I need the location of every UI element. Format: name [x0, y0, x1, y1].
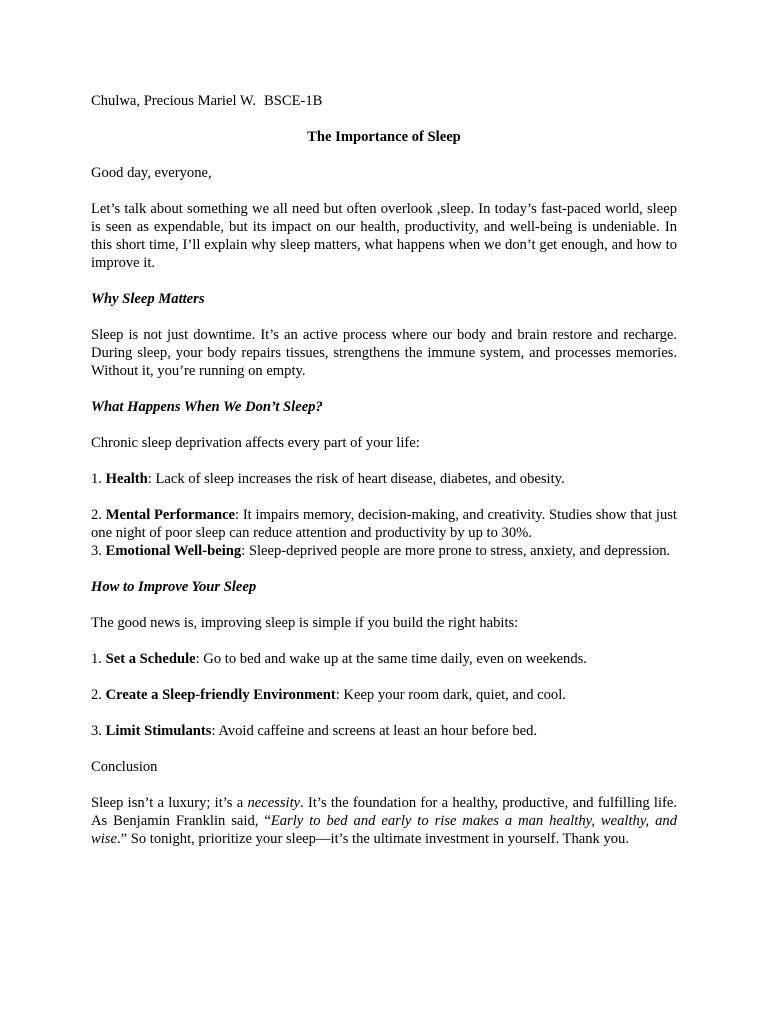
item-term: Create a Sleep-friendly Environment	[105, 687, 336, 703]
document-title: The Importance of Sleep	[307, 129, 461, 145]
item-term: Set a Schedule	[105, 651, 196, 667]
item-text: : Go to bed and wake up at the same time daily, even on weekends.	[195, 651, 587, 667]
deprivation-heading: What Happens When We Don’t Sleep?	[91, 399, 323, 415]
greeting: Good day, everyone,	[91, 165, 212, 181]
why-paragraph: Sleep is not just downtime. It’s an active process where our body and brain restore and recharge. During sleep, your body repairs tissues, strengthens the immune system, and processes memories. Without it, you’re running on empty.	[91, 327, 677, 379]
conclusion-paragraph	[91, 794, 677, 848]
document-page	[91, 92, 677, 866]
deprivation-item	[91, 542, 677, 560]
deprivation-item	[91, 506, 677, 542]
author-name: Chulwa, Precious Mariel W.	[91, 93, 256, 109]
franklin-quote: Early to bed and early to rise makes a man healthy, wealthy, and wise	[91, 813, 677, 847]
improve-item	[91, 686, 677, 704]
conclusion-text: .” So tonight, prioritize your sleep—it’s the ultimate investment in yourself. Thank you.	[116, 831, 630, 847]
deprivation-intro: Chronic sleep deprivation affects every part of your life:	[91, 435, 420, 451]
item-text: : It impairs memory, decision-making, and creativity. Studies show that just one night of poor sleep can reduce attention and productivity by up to 30%.	[91, 507, 677, 541]
conclusion-heading: Conclusion	[91, 759, 158, 775]
item-number: 3.	[91, 543, 102, 559]
improve-item	[91, 722, 677, 740]
section-label: BSCE-1B	[263, 93, 323, 109]
conclusion-text: . It’s the foundation for a healthy, productive, and fulfilling life. As Benjamin Franklin said, “	[91, 795, 678, 829]
conclusion-emphasis: necessity	[247, 795, 301, 811]
item-number: 2.	[91, 507, 102, 523]
item-text: : Sleep-deprived people are more prone to stress, anxiety, and depression.	[241, 543, 671, 559]
item-text: : Lack of sleep increases the risk of heart disease, diabetes, and obesity.	[147, 471, 565, 487]
item-number: 1.	[91, 651, 102, 667]
item-term: Emotional Well-being	[105, 543, 242, 559]
improve-intro: The good news is, improving sleep is simple if you build the right habits:	[91, 615, 519, 631]
item-term: Mental Performance	[105, 507, 236, 523]
item-text: : Keep your room dark, quiet, and cool.	[335, 687, 566, 703]
author-line	[91, 92, 677, 110]
item-term: Limit Stimulants	[105, 723, 212, 739]
item-number: 3.	[91, 723, 102, 739]
why-heading: Why Sleep Matters	[91, 291, 205, 307]
item-number: 2.	[91, 687, 102, 703]
item-term: Health	[105, 471, 148, 487]
item-text: : Avoid caffeine and screens at least an hour before bed.	[211, 723, 538, 739]
conclusion-text: Sleep isn’t a luxury; it’s a	[91, 795, 248, 811]
deprivation-item	[91, 470, 677, 488]
intro-paragraph: Let’s talk about something we all need but often overlook ,sleep. In today’s fast-paced world, sleep is seen as expendable, but its impact on our health, productivity, and well-being is undeniable. In this short time, I’ll explain why sleep matters, what happens when we don’t get enough, and how to improve it.	[91, 201, 677, 271]
improve-item	[91, 650, 677, 668]
item-number: 1.	[91, 471, 102, 487]
improve-heading: How to Improve Your Sleep	[91, 579, 257, 595]
